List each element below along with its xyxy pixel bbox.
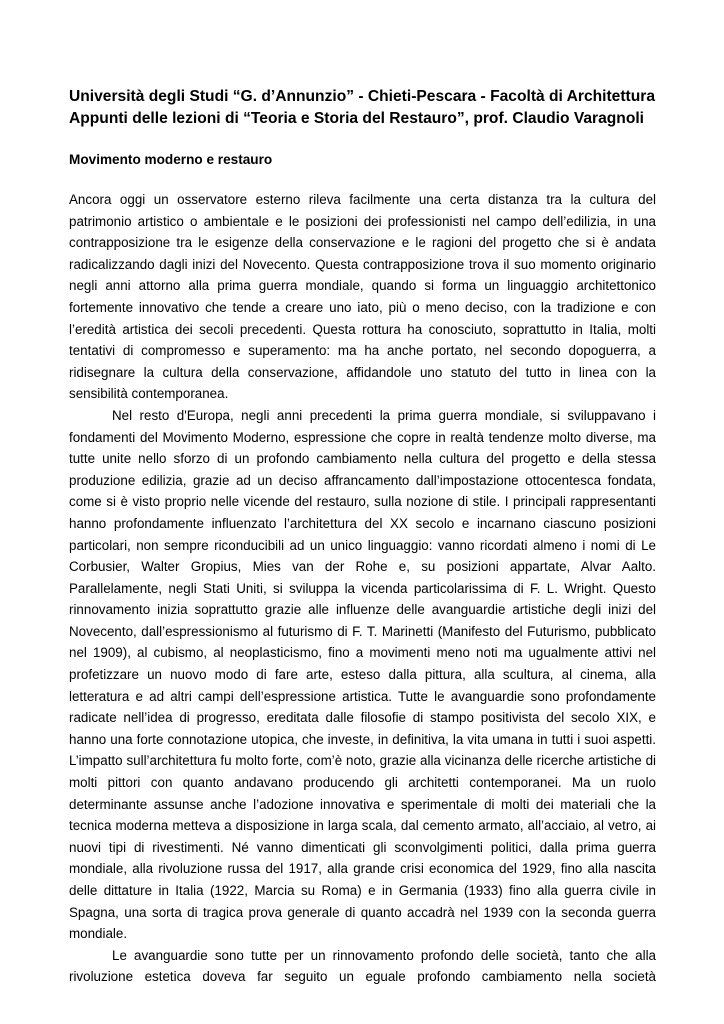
paragraph: Nel resto d'Europa, negli anni precedenti la prima guerra mondiale, si sviluppavano i fondamenti del Movimento Moderno, espressione che copre in realtà tendenze molto diverse, ma tutte unite nello sforzo di un profondo cambiamento nella cultura del progetto e della stessa produzione edilizia, grazie ad un deciso affrancamento dall’impostazione ottocentesca fondata, come si è visto proprio nelle vicende del restauro, sulla nozione di stile. I principali rappresentanti hanno profondamente influenzato l’architettura del XX secolo e incarnano ciascuno posizioni particolari, non sempre riconducibili ad un unico linguaggio: vanno ricordati almeno i nomi di Le Corbusier, Walter Gropius, Mies van der Rohe e, su posizioni appartate, Alvar Aalto. Parallelamente, negli Stati Uniti, si sviluppa la vicenda particolarissima di F. L. Wright. Questo rinnovamento inizia soprattutto grazie alle influenze delle avanguardie artistiche degli inizi del Novecento, dall’espressionismo al futurismo di F. T. Marinetti (Manifesto del Futurismo, pubblicato nel 1909), al cubismo, al neoplasticismo, fino a movimenti meno noti ma ugualmente attivi nel profetizzare un nuovo modo di fare arte, esteso dalla pittura, alla scultura, al cinema, alla letteratura e ad altri campi dell’espressione artistica. Tutte le avanguardie sono profondamente radicate nell’idea di progresso, ereditata dalle filosofie di stampo positivista del secolo XIX, e hanno una forte connotazione utopica, che investe, in definitiva, la vita umana in tutti i suoi aspetti. L’impatto sull’architettura fu molto forte, com’è noto, grazie alla vicinanza delle ricerche artistiche di molti pittori con quanto andavano producendo gli architetti contemporanei. Ma un ruolo determinante assunse anche l’adozione innovativa e sperimentale di molti dei materiali che la tecnica moderna metteva a disposizione in larga scala, dal cemento armato, all’acciaio, al vetro, ai nuovi tipi di rivestimenti. Né vanno dimenticati gli sconvolgimenti politici, dalla prima guerra mondiale, alla rivoluzione russa del 1917, alla grande crisi economica del 1929, fino alla nascita delle dittature in Italia (1922, Marcia su Roma) e in Germania (1933) fino alla guerra civile in Spagna, una sorta di tragica prova generale di quanto accadrà nel 1939 con la seconda guerra mondiale. [69,407,656,942]
document-body [69,189,656,988]
document-page [69,86,656,988]
paragraph: Ancora oggi un osservatore esterno rileva facilmente una certa distanza tra la cultura del patrimonio artistico o ambientale e le posizioni dei professionisti nel campo dell’edilizia, in una contrapposizione tra le esigenze della conservazione e le ragioni del progetto che si è andata radicalizzando dagli inizi del Novecento. Questa contrapposizione trova il suo momento originario negli anni attorno alla prima guerra mondiale, quando si forma un linguaggio architettonico fortemente innovativo che tende a creare uno iato, più o meno deciso, con la tradizione e con l’eredità artistica dei secoli precedenti. Questa rottura ha conosciuto, soprattutto in Italia, molti tentativi di compromesso e superamento: ma ha anche portato, nel secondo dopoguerra, a ridisegnare la cultura della conservazione, affidandole uno statuto del tutto in linea con la sensibilità contemporanea. [69,192,656,402]
paragraph: Le avanguardie sono tutte per un rinnovamento profondo delle società, tanto che alla rivoluzione estetica doveva far seguito un eguale profondo cambiamento nella società [69,947,656,985]
course-header: Appunti delle lezioni di “Teoria e Storia del Restauro”, prof. Claudio Varagnoli [69,110,645,127]
section-title: Movimento moderno e restauro [69,152,273,167]
university-header: Università degli Studi “G. d’Annunzio” - Chieti-Pescara - Facoltà di Architettura [69,88,655,105]
